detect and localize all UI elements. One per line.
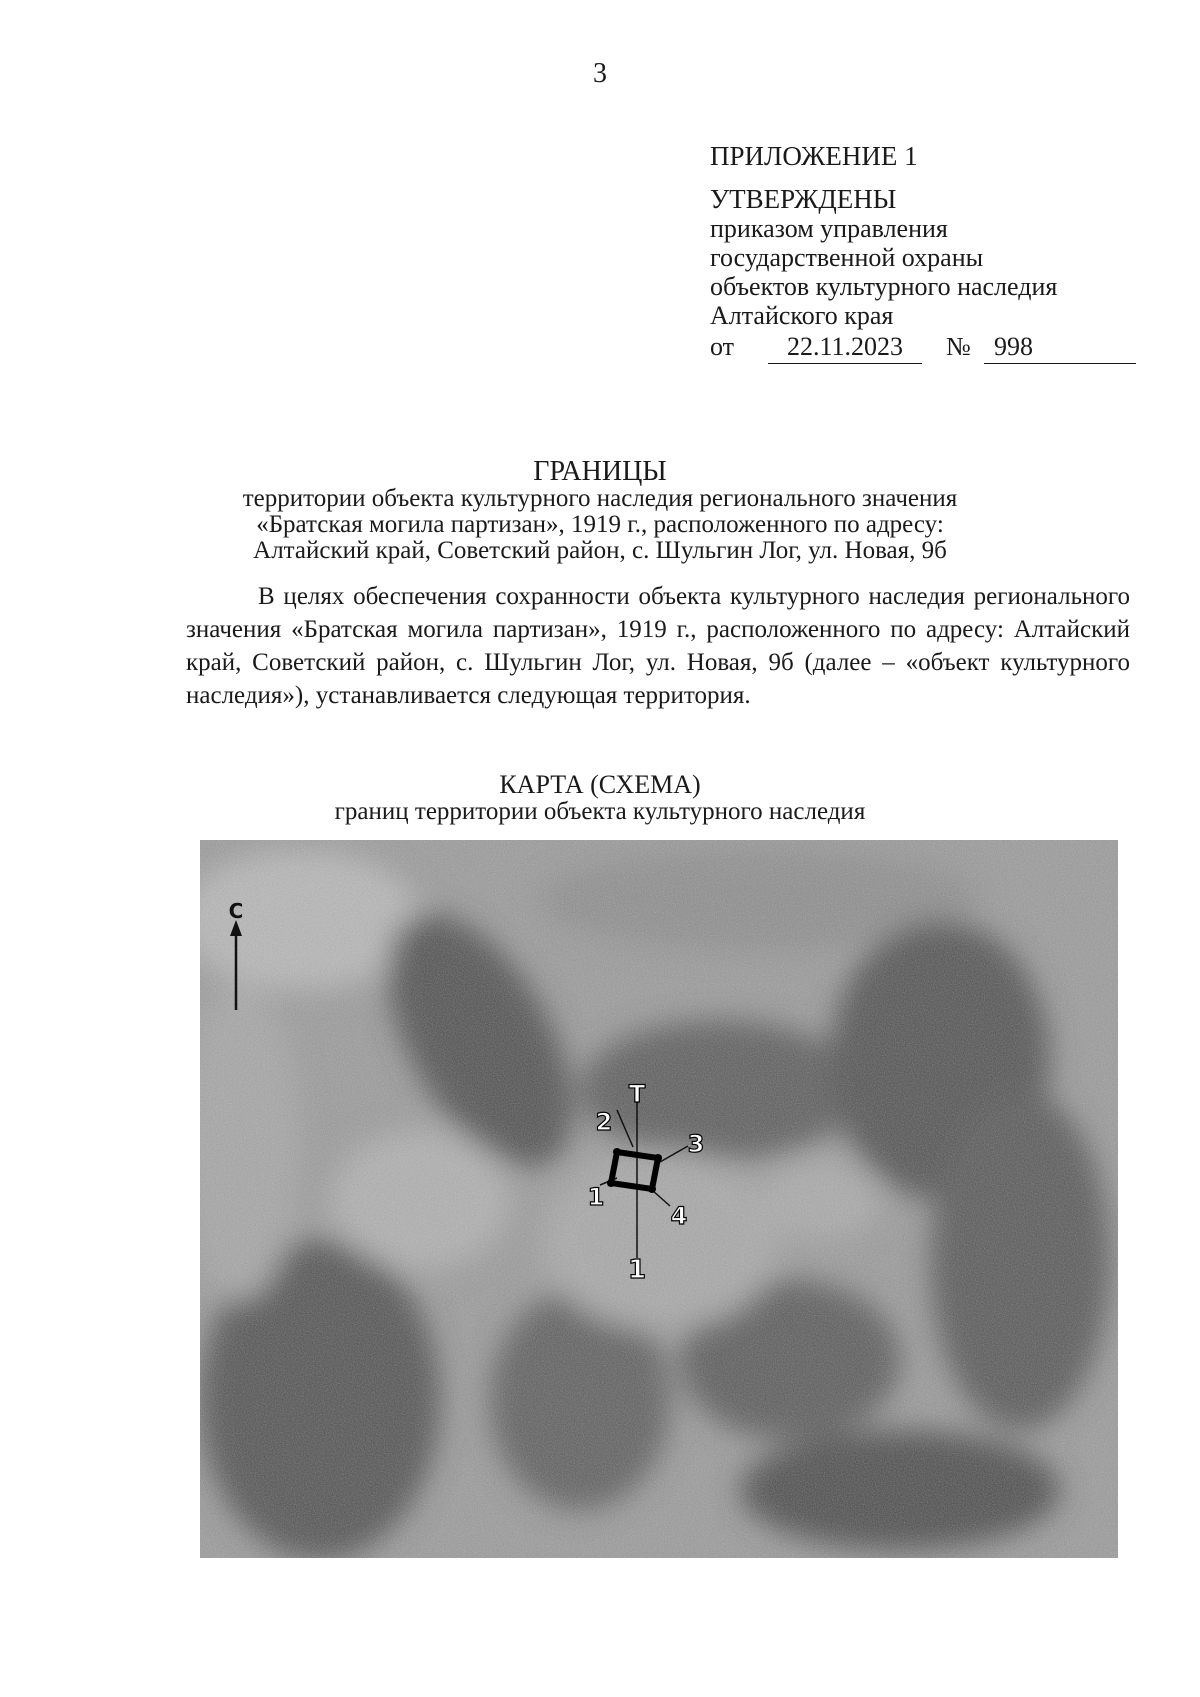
- body-paragraph: В целях обеспечения сохранности объекта культурного наследия регионального значения «Братская могила партизан», 1919 г., расположенного по адресу: Алтайский край, Советский район, с. Шульгин Лог, ул. Новая, 9б (далее – «объект культурного наследия»), устанавливается следующая территория.: [186, 583, 1130, 709]
- page-number: 3: [593, 58, 607, 89]
- north-label: С: [228, 899, 244, 923]
- appendix-label: ПРИЛОЖЕНИЕ 1: [710, 141, 918, 171]
- subtitle-line: «Братская могила партизан», 1919 г., расположенного по адресу:: [256, 511, 944, 538]
- approval-line: объектов культурного наследия: [710, 272, 1058, 301]
- point-label-3: 3: [687, 1130, 705, 1158]
- order-line: [710, 332, 1150, 366]
- document-title: ГРАНИЦЫ: [533, 456, 667, 487]
- subtitle-line: территории объекта культурного наследия регионального значения: [242, 485, 958, 512]
- map-grain: [200, 840, 1118, 1558]
- point-label-2: 2: [595, 1108, 613, 1136]
- order-number: 998: [984, 332, 1136, 364]
- map-subtitle: границ территории объекта культурного наследия: [334, 798, 866, 825]
- number-prefix: №: [946, 332, 971, 361]
- date-prefix: от: [710, 332, 735, 361]
- approved-label: УТВЕРЖДЕНЫ: [710, 184, 897, 214]
- approval-line: Алтайского края: [710, 301, 894, 330]
- approval-line: приказом управления: [710, 214, 948, 243]
- approval-block: [710, 142, 1150, 366]
- point-label-1: 1: [587, 1183, 605, 1211]
- document-subtitle: [0, 486, 1200, 564]
- axis-bottom-label: 1: [627, 1255, 647, 1285]
- map-title: КАРТА (СХЕМА): [499, 770, 701, 799]
- point-label-4: 4: [670, 1202, 688, 1230]
- axis-top-label: Т: [628, 1080, 646, 1108]
- satellite-map: [200, 840, 1118, 1558]
- subtitle-line: Алтайский край, Советский район, с. Шульгин Лог, ул. Новая, 9б: [253, 537, 947, 564]
- approval-line: государственной охраны: [710, 243, 984, 272]
- order-date: 22.11.2023: [768, 332, 922, 364]
